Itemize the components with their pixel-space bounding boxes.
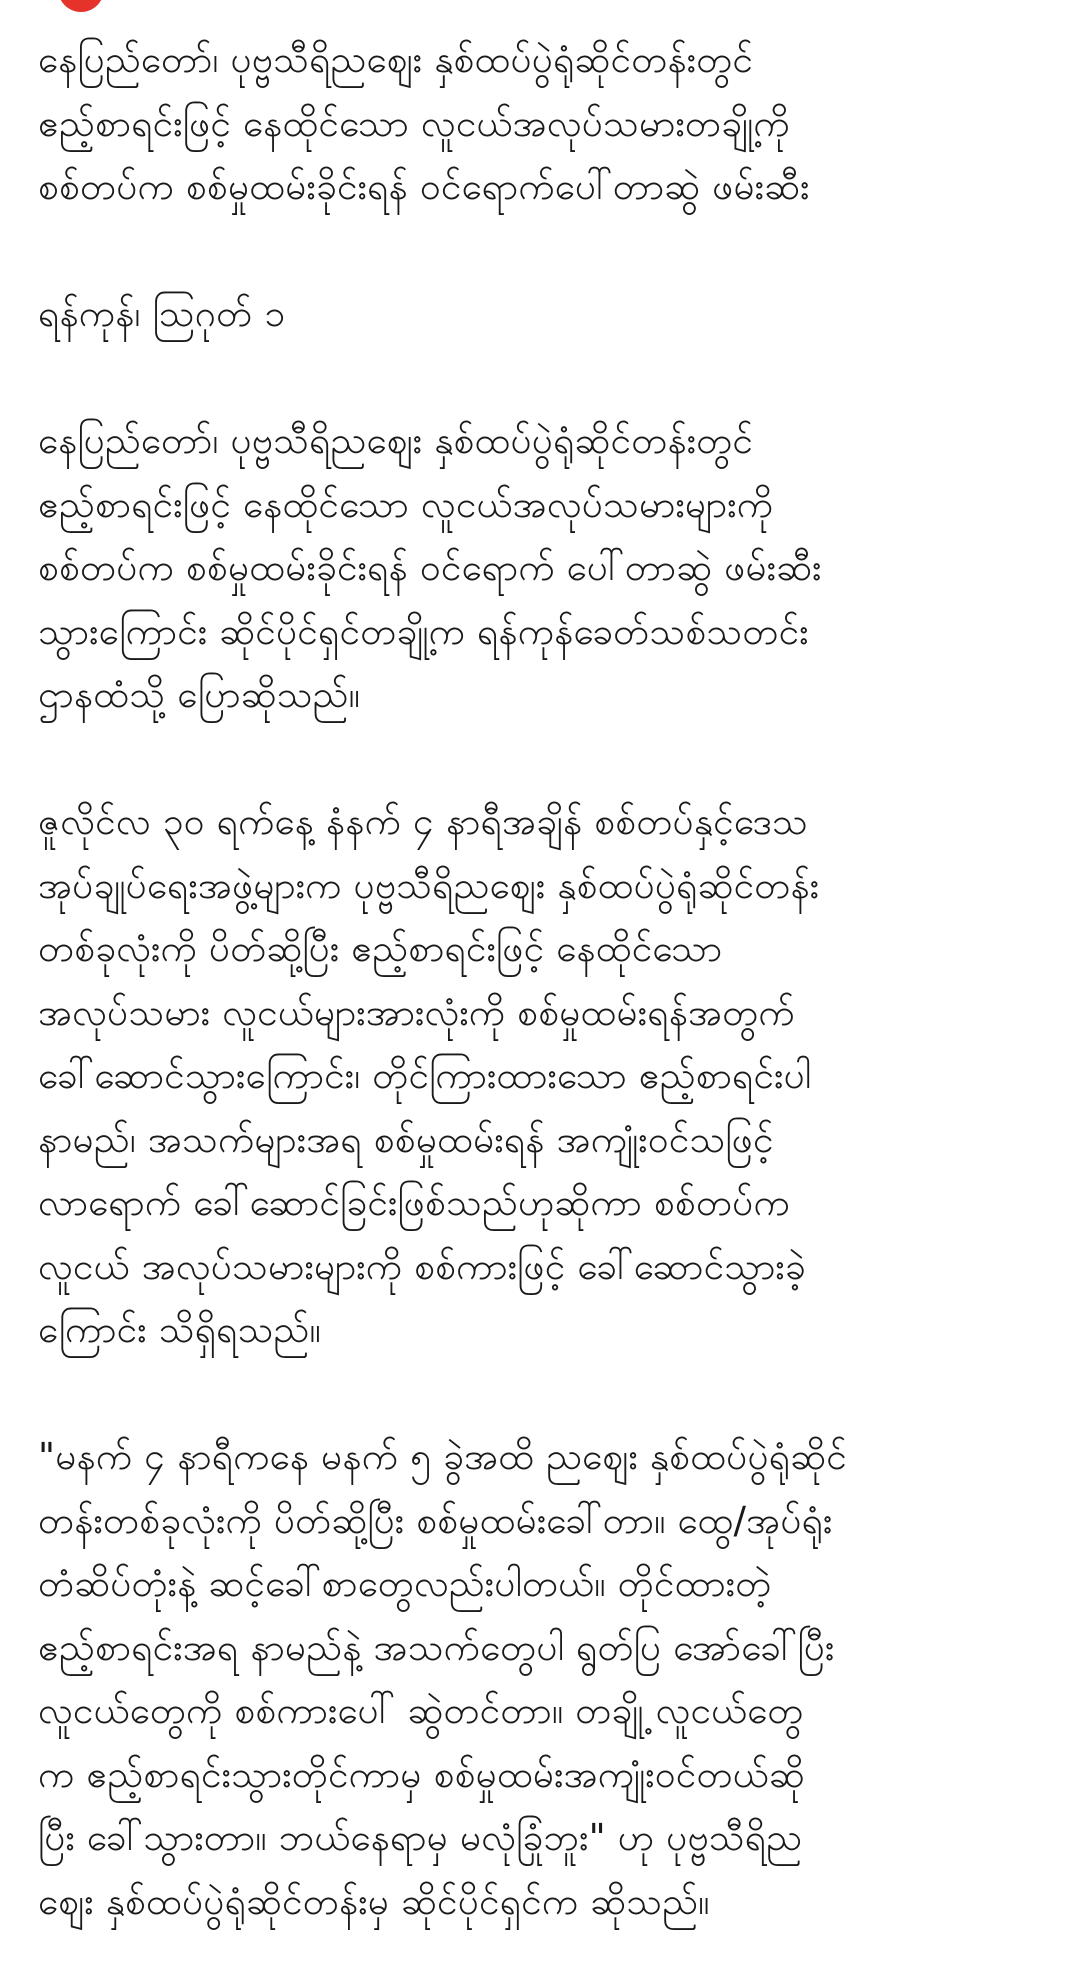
- paragraph-gap: [38, 219, 1048, 283]
- paragraph-gap: [38, 1362, 1048, 1426]
- article-paragraph-3: "မနက် ၄ နာရီကနေ မနက် ၅ ခွဲအထိ ညဈေး နှစ်ထပ်ပွဲရုံဆိုင် တန်းတစ်ခုလုံးကို ပိတ်ဆို့ပြီး စစ်မှုထမ်းခေါ်တာ။ ထွေ/အုပ်ရုံး တံဆိပ်တုံးနဲ့ ဆင့်ခေါ်စာတွေလည်းပါတယ်။ တိုင်ထားတဲ့ ဧည့်စာရင်းအရ နာမည်နဲ့ အသက်တွေပါ ရွတ်ပြ အော်ခေါ်ပြီး လူငယ်တွေကို စစ်ကားပေါ် ဆွဲတင်တာ။ တချို့ လူငယ်တွေ က ဧည့်စာရင်းသွားတိုင်ကာမှ စစ်မှုထမ်းအကျုံးဝင်တယ်ဆို ပြီး ခေါ်သွားတာ။ ဘယ်နေရာမှ မလုံခြုံဘူး" ဟု ပုဗ္ဗသီရိည ဈေး နှစ်ထပ်ပွဲရုံဆိုင်တန်းမှ ဆိုင်ပိုင်ရှင်က ဆိုသည်။: [38, 1435, 847, 1923]
- article-paragraph-2: ဇူလိုင်လ ၃၀ ရက်နေ့ နံနက် ၄ နာရီအချိန် စစ်တပ်နှင့်ဒေသ အုပ်ချုပ်ရေးအဖွဲ့များက ပုဗ္ဗသီရိညဈေး နှစ်ထပ်ပွဲရုံဆိုင်တန်း တစ်ခုလုံးကို ပိတ်ဆို့ပြီး ဧည့်စာရင်းဖြင့် နေထိုင်သော အလုပ်သမား လူငယ်များအားလုံးကို စစ်မှုထမ်းရန်အတွက် ခေါ်ဆောင်သွားကြောင်း၊ တိုင်ကြားထားသော ဧည့်စာရင်းပါ နာမည်၊ အသက်များအရ စစ်မှုထမ်းရန် အကျုံးဝင်သဖြင့် လာရောက် ခေါ်ဆောင်ခြင်းဖြစ်သည်ဟုဆိုကာ စစ်တပ်က လူငယ် အလုပ်သမားများကို စစ်ကားဖြင့် ခေါ်ဆောင်သွားခဲ့ ကြောင်း သိရှိရသည်။: [38, 800, 820, 1351]
- news-article: [38, 28, 1048, 1933]
- article-headline: နေပြည်တော်၊ ပုဗ္ဗသီရိညဈေး နှစ်ထပ်ပွဲရုံဆိုင်တန်းတွင် ဧည့်စာရင်းဖြင့် နေထိုင်သော လူငယ်အလုပ်သမားတချို့ကို စစ်တပ်က စစ်မှုထမ်းခိုင်းရန် ဝင်ရောက်ပေါ်တာဆွဲ ဖမ်းဆီး: [38, 38, 810, 208]
- paragraph-gap: [38, 727, 1048, 791]
- paragraph-gap: [38, 346, 1048, 410]
- red-circle-logo-icon: [58, 0, 104, 12]
- article-dateline: ရန်ကုန်၊ ဩဂုတ် ၁: [38, 292, 286, 335]
- article-paragraph-1: နေပြည်တော်၊ ပုဗ္ဗသီရိညဈေး နှစ်ထပ်ပွဲရုံဆိုင်တန်းတွင် ဧည့်စာရင်းဖြင့် နေထိုင်သော လူငယ်အလုပ်သမားများကို စစ်တပ်က စစ်မှုထမ်းခိုင်းရန် ဝင်ရောက် ပေါ်တာဆွဲ ဖမ်းဆီး သွားကြောင်း ဆိုင်ပိုင်ရှင်တချို့က ရန်ကုန်ခေတ်သစ်သတင်း ဌာနထံသို့ ပြောဆိုသည်။: [38, 419, 822, 716]
